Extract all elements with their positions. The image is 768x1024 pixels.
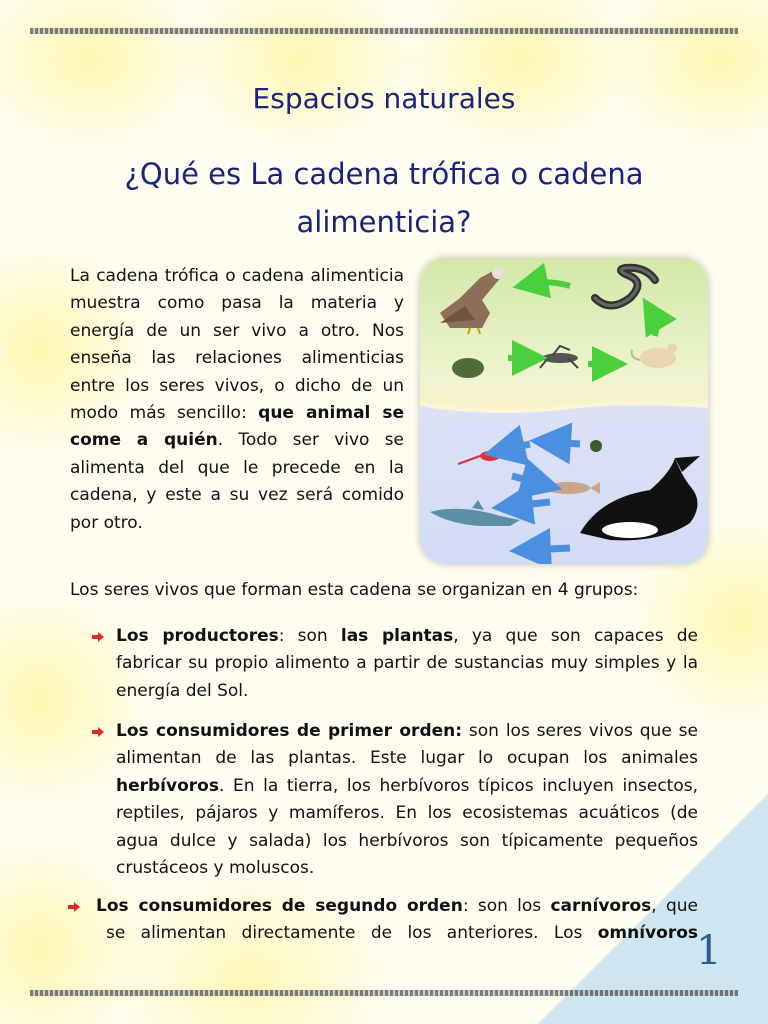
list-item-primer-orden <box>116 718 698 882</box>
page-number: 1 <box>696 928 722 974</box>
intro-text-1: La cadena trófica o cadena alimenticia muestra como pasa la materia y energía de un ser vivo a otro. Nos enseña las relaciones alimenticias entre los seres vivos, o dicho de un modo más sencillo: <box>70 266 404 424</box>
item-3-text-c: se alimentan directamente de los anteriores. Los <box>106 923 598 944</box>
item-3-bold-2: carnívoros <box>550 896 652 916</box>
food-chain-illustration <box>420 258 708 564</box>
top-border <box>30 28 738 34</box>
arrow-blue-1 <box>530 548 570 550</box>
arrow-bullet-icon <box>68 902 80 912</box>
leaf-icon <box>452 358 484 378</box>
item-3-line-2 <box>96 920 698 947</box>
item-1-term: Los productores <box>116 626 279 646</box>
page-subtitle <box>0 150 768 246</box>
intro-bold: que animal se come a quién <box>70 403 405 451</box>
arrow-bullet-icon <box>92 632 104 642</box>
item-3-text-a: : son los <box>462 896 551 916</box>
land-area <box>420 258 708 411</box>
item-1-text-a: : son <box>278 626 341 646</box>
item-3-text-b: , que <box>651 896 698 916</box>
list-item-productores <box>116 623 698 705</box>
page-title: Espacios naturales <box>252 82 516 115</box>
item-3-bold-3: omnívoros <box>597 923 698 944</box>
arrow-blue-5 <box>550 442 580 444</box>
item-2-text-b: . En la tierra, los herbívoros típicos incluyen insectos, reptiles, pájaros y mamíferos. En los ecosistemas acuáticos (de agua dulce y salada) los herbívoros son típicamente pequeños crustáceos y moluscos. <box>116 775 698 879</box>
item-3-term: Los consumidores de segundo orden <box>96 896 463 916</box>
arrow-bullet-icon <box>92 727 104 737</box>
item-2-text-a: son los seres vivos que se alimentan de las plantas. Este lugar lo ocupan los animales <box>116 721 698 769</box>
intro-text-2: . Todo ser vivo se alimenta del que le precede en la cadena, y este a su vez será comido por otro. <box>70 430 404 533</box>
item-3-line-1 <box>96 893 698 920</box>
item-1-text-b: , ya que son capaces de fabricar su propio alimento a partir de sustancias muy simples y la energía del Sol. <box>116 626 699 701</box>
algae-icon <box>590 440 602 452</box>
arrow-snake-to-eagle <box>530 282 570 286</box>
item-1-bold-2: las plantas <box>340 626 454 646</box>
item-2-bold-2: herbívoros <box>116 775 219 796</box>
food-chain-svg <box>420 258 708 564</box>
groups-intro: Los seres vivos que forman esta cadena se organizan en 4 grupos: <box>70 580 639 600</box>
arrow-blue-2 <box>512 502 550 506</box>
bottom-border <box>30 990 738 996</box>
list-item-segundo-orden <box>96 893 698 948</box>
item-2-term: Los consumidores de primer orden: <box>116 721 463 741</box>
subtitle-line-2: alimenticia? <box>296 205 472 239</box>
intro-paragraph <box>70 263 404 537</box>
subtitle-line-1: ¿Qué es La cadena trófica o cadena <box>124 157 644 191</box>
